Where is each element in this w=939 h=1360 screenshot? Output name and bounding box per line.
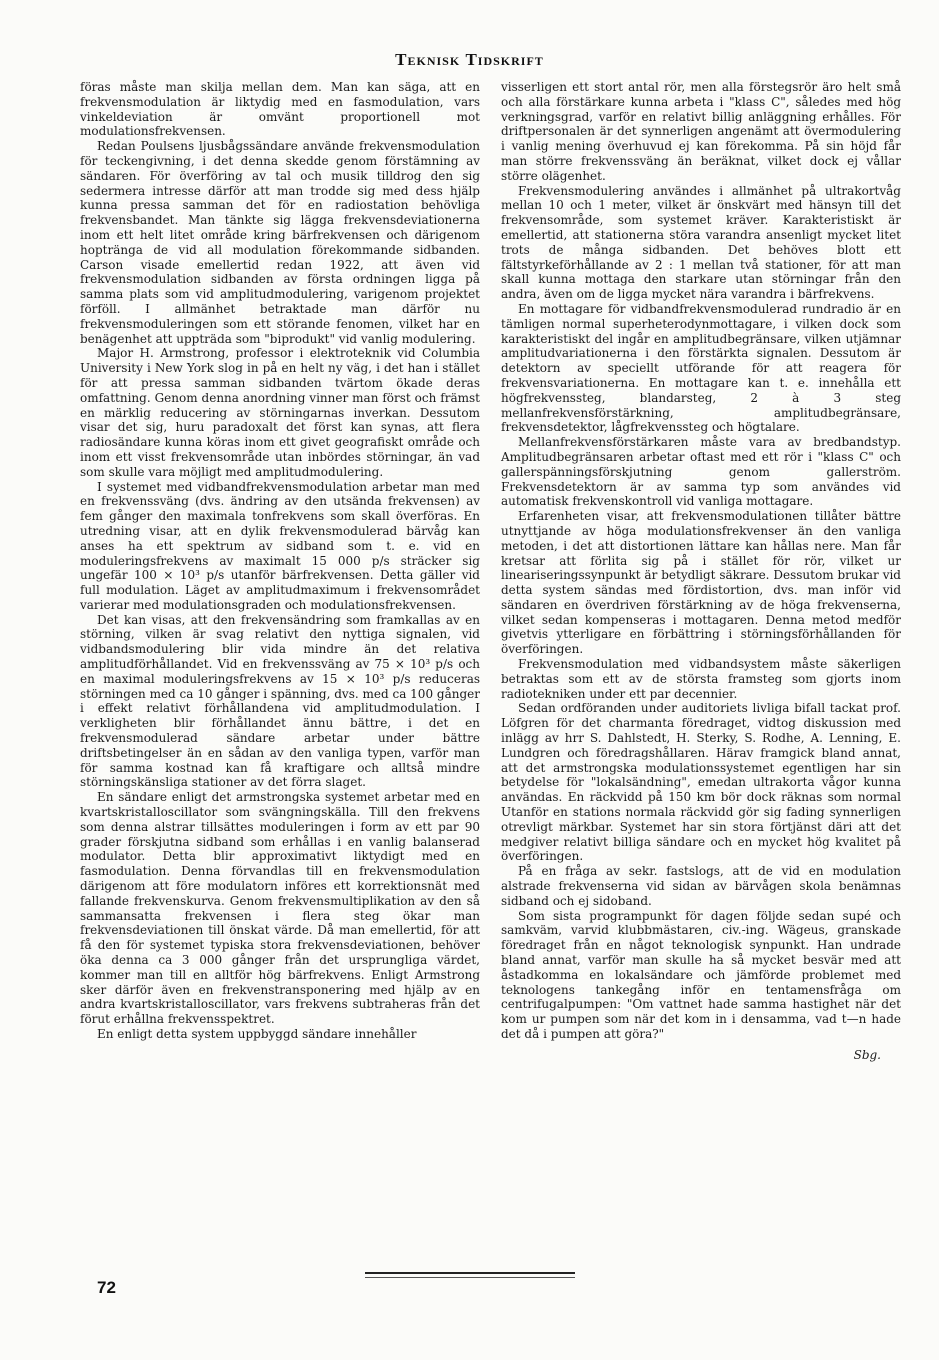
page-number: 72 — [97, 1278, 116, 1297]
footer-rule — [365, 1272, 575, 1281]
paragraph: I systemet med vidbandfrekvensmodulation arbetar man med en frekvenssväng (dvs. ändring av den utsända frekvensen) av fem gånger den maximala tonfrekvens som skall överföras. En utredning visar, att en dylik frekvensmodulerad bärvåg kan anses ha ett spektrum av sidband som t. e. vid en moduleringsfrekvens av maximalt 15 000 p/s sträcker sig ungefär 100 × 10³ p/s utanför bärfrekvensen. Detta gäller vid full modulation. Läget av amplitudmaximum i frekvensområdet varierar med modulationsgraden och modulationsfrekvensen. — [80, 479, 480, 612]
rule-line — [365, 1272, 575, 1274]
paragraph: På en fråga av sekr. fastslogs, att de vid en modulation alstrade frekvenserna vid sidan av bärvågen skola benämnas sidband och ej sidoband. — [501, 864, 901, 908]
paragraph: En enligt detta system uppbyggd sändare innehåller — [97, 1027, 417, 1041]
journal-name-first: Teknisk — [395, 50, 461, 69]
paragraph: Frekvensmodulering användes i allmänhet på ultrakortvåg mellan 10 och 1 meter, vilket är önskvärt med hänsyn till det frekvensområde, som systemet kräver. Karakteristiskt är emellertid, att stationerna störa varandra ansenligt mycket litet trots de många sidbanden. Det behöves blott ett fältstyrkeförhållande av 2 : 1 mellan två stationer, för att man skall kunna mottaga den starkare utan störningar från den andra, även om de ligga mycket nära varandra i bärfrekvens. — [501, 183, 901, 302]
right-column — [501, 80, 901, 1063]
paragraph: Major H. Armstrong, professor i elektroteknik vid Columbia University i New York slog in på en helt ny väg, i det han i stället för att pressa samman sidbanden tvärtom ökade deras omfattning. Genom denna anordning vinner man först och främst en märklig reducering av störningarnas inverkan. Dessutom visar det sig, huru paradoxalt det först kan synas, att flera radiosändare kunna köras inom ett givet geografiskt område och inom ett visst frekvensområde utan inbördes störningar, än vad som skulle vara möjligt med amplitudmodulering. — [80, 346, 480, 479]
paragraph: Redan Poulsens ljusbågssändare använde frekvensmodulation för teckengivning, i det denna skedde genom förstämning av sändaren. För överföring av tal och musik tilldrog den sig sedermera intresse därför att man trodde sig med dess hjälp kunna pressa samman det för en radiostation behövliga frekvensbandet. Man tänkte sig lägga frekvensdeviationerna inom ett helt litet område kring bärfrekvensen och därigenom hoptränga de vid all modulation förekommande sidbanden. Carson visade emellertid redan 1922, att även vid frekvensmodulation sidbanden av första ordningen ligga på samma plats som vid amplitudmodulering, varigenom projektet förföll. I allmänhet betraktade man därför nu frekvensmoduleringen som ett störande fenomen, vilket har en benägenhet att uppträda som "biprodukt" vid vanlig modulering. — [80, 139, 480, 346]
paragraph: En mottagare för vidbandfrekvensmodulerad rundradio är en tämligen normal superheterodynmottagare, i vilken dock som karakteristiskt del ingår en amplitudbegränsare, vilken utjämnar amplitudvariationerna i den förstärkta signalen. Dessutom är detektorn av speciellt utförande för att reagera för frekvensvariationerna. En mottagare kan t. e. innehålla ett högfrekvenssteg, blandarsteg, 2 à 3 steg mellanfrekvensförstärkning, amplitudbegränsare, frekvensdetektor, lågfrekvenssteg och högtalare. — [501, 301, 901, 435]
paragraph: En sändare enligt det armstrongska systemet arbetar med en kvartskristalloscillator som svängningskälla. Till den frekvens som denna alstrar tillsättes moduleringen i form av ett par 90 grader förskjutna sidband som erhållas i en vanlig balanserad modulator. Detta blir approximativt liktydigt med en fasmodulation. Denna förvandlas till en frekvensmodulation därigenom att före modulatorn införes ett korrektionsnät med fallande frekvenskurva. Genom frekvensmultiplikation av den så sammansatta frekvensen i flera steg ökar man frekvensdeviationen till önskat värde. Då man emellertid, för att få den för systemet typiska stora frekvensdeviationen, behöver öka denna ca 3 000 gånger från det ursprungliga värdet, kommer man till en alltför hög bärfrekvens. Enligt Armstrong sker därför även en frekvenstransponering med hjälp av en andra kvartskristalloscillator, vars frekvens subtraheras från det förut erhållna frekvensspektret. — [80, 790, 480, 1027]
paragraph: Det kan visas, att den frekvensändring som framkallas av en störning, vilken är svag relativt den nyttiga signalen, vid vidbandsmodulering blir vida mindre än det relativa amplitudförhållandet. Vid en frekvenssväng av 75 × 10³ p/s och en maximal moduleringsfrekvens av 15 × 10³ p/s reduceras störningen med ca 10 gånger i spänning, dvs. med ca 100 gånger i effekt relativt förhållandena vid amplitudmodulation. I verkligheten blir förhållandet ännu bättre, i det en frekvensmodulerad sändare arbetar under bättre driftsbetingelser än en sådan av den vanliga typen, varför man för samma kostnad kan få kraftigare och alltså mindre störningskänsliga stationer av det förra slaget. — [80, 612, 480, 790]
left-column — [80, 80, 480, 1042]
paragraph: Frekvensmodulation med vidbandsystem måste säkerligen betraktas som ett av de största framsteg som gjorts inom radiotekniken under ett par decennier. — [501, 657, 901, 701]
paragraph: Sedan ordföranden under auditoriets livliga bifall tackat prof. Löfgren för det charmanta föredraget, vidtog diskussion med inlägg av hrr S. Dahlstedt, H. Sterky, S. Rodhe, A. Lenning, E. Lundgren och föredragshållaren. Härav framgick bland annat, att det armstrongska modulationssystemet egentligen har sin betydelse för "lokalsändning", emedan ultrakorta vågor kunna användas. En räckvidd på 150 km bör dock räknas som normal Utanför en stations normala räckvidd gör sig fading synnerligen otrevligt märkbar. Systemet har sin stora förtjänst däri att det medgiver relativt billiga sändare och en mycket hög kvalitet på överföringen. — [501, 701, 901, 864]
author-signature: Sbg. — [853, 1047, 881, 1062]
rule-line — [365, 1277, 575, 1278]
paragraph: Erfarenheten visar, att frekvensmodulationen tillåter bättre utnyttjande av höga modulationsfrekvenser än den vanliga metoden, i det att distortionen lättare kan hållas nere. Man får kretsar att förlita sig på i stället för rör, vilket ur lineariseringssynpunkt är betydligt säkrare. Dessutom brukar vid detta system sändas med fördistortion, dvs. man inför vid sändaren en överdriven förstärkning av de höga frekvenserna, vilket sedan kompenseras i mottagaren. Denna metod medför givetvis ytterligare en förbättring i störningsförhållanden för överföringen. — [501, 509, 901, 657]
journal-name-second: Tidskrift — [465, 50, 544, 69]
paragraph: Mellanfrekvensförstärkaren måste vara av bredbandstyp. Amplitudbegränsaren arbetar oftast med ett rör i "klass C" och gallerspänningsförskjutning genom gallerström. Frekvensdetektorn är av samma typ som användes vid automatisk frekvenskontroll vid vanliga mottagare. — [501, 435, 901, 509]
journal-masthead — [0, 50, 939, 70]
paragraph: Som sista programpunkt för dagen följde sedan supé och samkväm, varvid klubbmästaren, civ.-ing. Wägeus, granskade föredraget från en något teknologisk synpunkt. Han undrade bland annat, varför man skulle ha så mycket besvär med att åstadkomma en lokalsändare och jämförde problemet med teknologens tankegång inför en tentamensfråga om centrifugalpumpen: "Om vattnet hade samma hastighet när det kom ur pumpen som när det kom in i densamma, vad t—n hade det då i pumpen att göra?" — [501, 908, 901, 1041]
paragraph: föras måste man skilja mellan dem. Man kan säga, att en frekvensmodulation är liktydig med en fasmodulation, vars vinkeldeviation är omvänt proportionell mot modulationsfrekvensen. — [80, 80, 480, 139]
paragraph: visserligen ett stort antal rör, men alla förstegsrör äro helt små och alla förstärkare kunna arbeta i "klass C", således med hög verkningsgrad, varför en relativt billig anläggning erhålles. För driftpersonalen är det synnerligen angenämt att övermodulering i vanlig mening överhuvud ej kan förekomma. På sin höjd får man större frekvenssväng än beräknat, vilket dock ej vållar större olägenhet. — [501, 80, 901, 183]
